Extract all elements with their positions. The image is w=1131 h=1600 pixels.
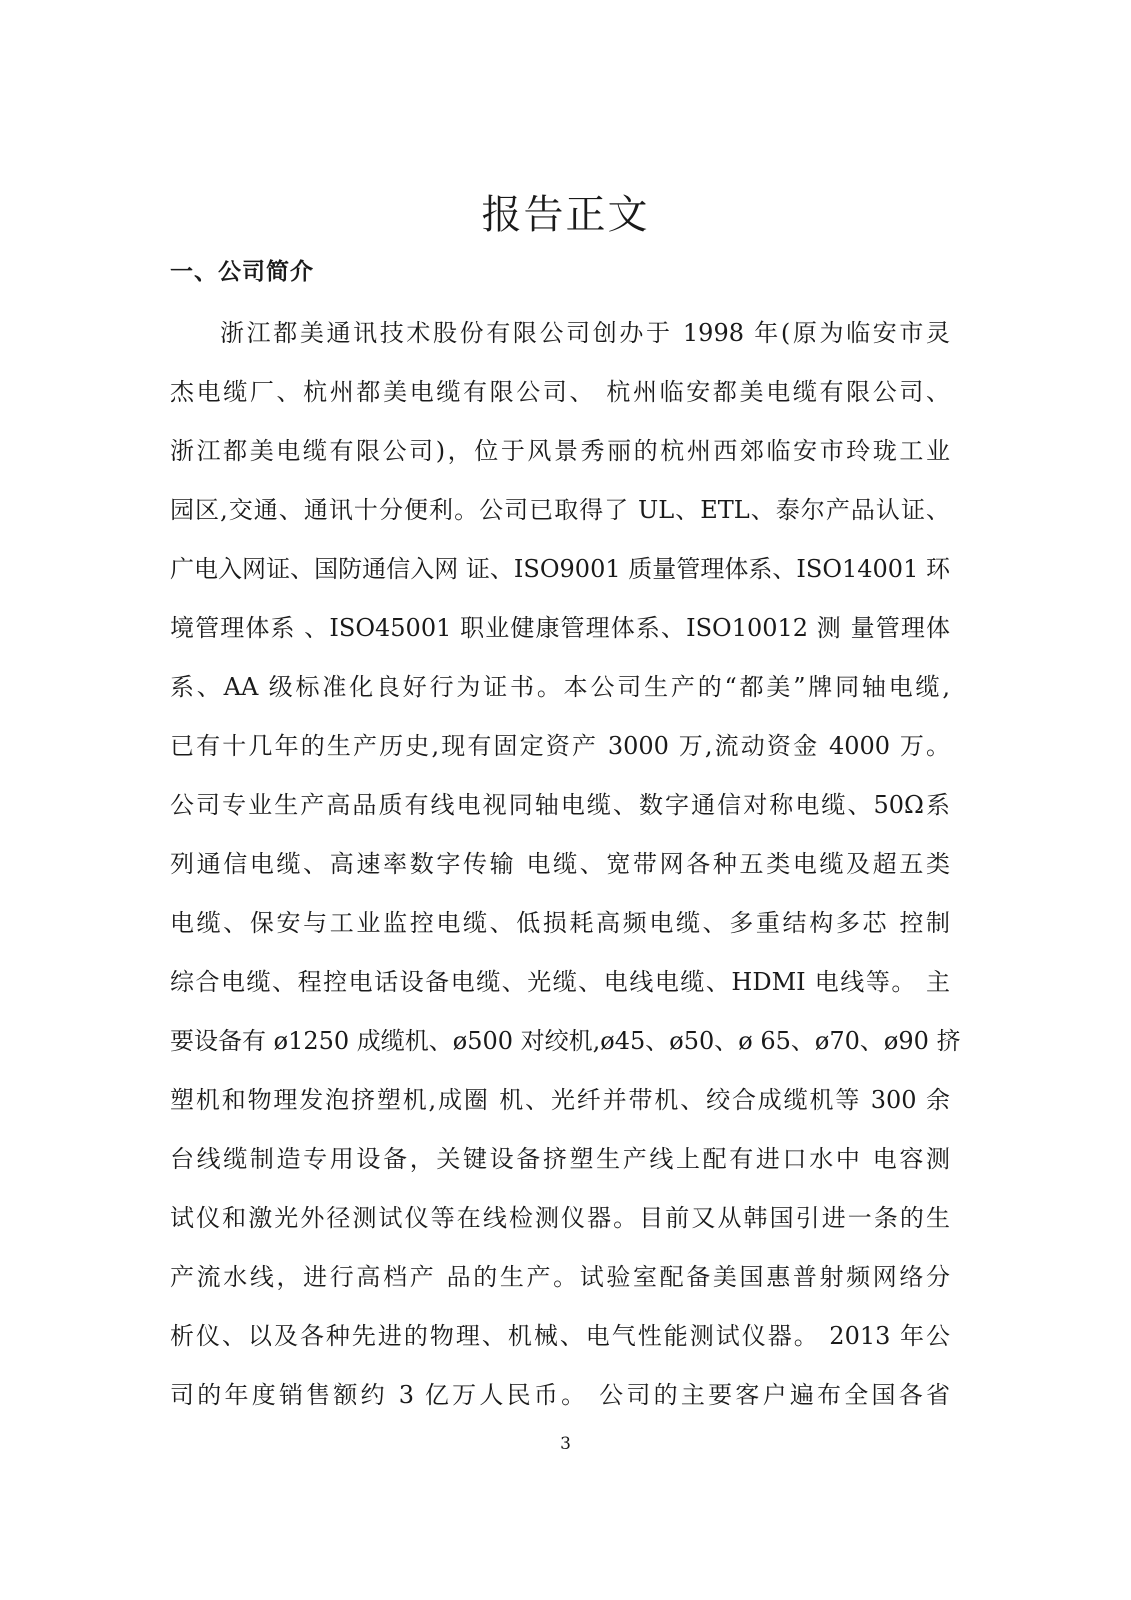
paragraph-line: 杰电缆厂、杭州都美电缆有限公司、 杭州临安都美电缆有限公司、 xyxy=(170,378,950,406)
paragraph-line: 电缆、保安与工业监控电缆、低损耗高频电缆、多重结构多芯 控制 xyxy=(170,909,950,937)
page-number: 3 xyxy=(560,1434,571,1454)
company-intro-paragraph xyxy=(170,311,961,1432)
paragraph-line: 浙江都美通讯技术股份有限公司创办于 1998 年(原为临安市灵 xyxy=(220,319,950,347)
paragraph-line: 广电入网证、国防通信入网 证、ISO9001 质量管理体系、ISO14001 环 xyxy=(170,555,950,583)
paragraph-line: 产流水线，进行高档产 品的生产。试验室配备美国惠普射频网络分 xyxy=(170,1263,950,1291)
paragraph-line: 试仪和激光外径测试仪等在线检测仪器。目前又从韩国引进一条的生 xyxy=(170,1204,950,1232)
paragraph-line: 析仪、以及各种先进的物理、机械、电气性能测试仪器。 2013 年公 xyxy=(170,1322,950,1350)
paragraph-line: 境管理体系 、ISO45001 职业健康管理体系、ISO10012 测 量管理体 xyxy=(170,614,950,642)
section-heading: 一、公司简介 xyxy=(170,259,314,285)
paragraph-line: 系、AA 级标准化良好行为证书。本公司生产的“都美”牌同轴电缆, xyxy=(170,673,950,701)
paragraph-line: 浙江都美电缆有限公司)，位于风景秀丽的杭州西郊临安市玲珑工业 xyxy=(170,437,950,465)
paragraph-line: 已有十几年的生产历史,现有固定资产 3000 万,流动资金 4000 万。 xyxy=(170,732,950,760)
paragraph-line: 综合电缆、程控电话设备电缆、光缆、电线电缆、HDMI 电线等。 主 xyxy=(170,968,950,996)
paragraph-line: 公司专业生产高品质有线电视同轴电缆、数字通信对称电缆、50Ω系 xyxy=(170,791,950,819)
paragraph-line: 园区,交通、通讯十分便利。公司已取得了 UL、ETL、泰尔产品认证、 xyxy=(170,496,950,524)
paragraph-line: 要设备有 ø1250 成缆机、ø500 对绞机,ø45、ø50、ø 65、ø70、ø90 挤 xyxy=(170,1027,961,1055)
report-title: 报告正文 xyxy=(481,192,650,238)
paragraph-line: 台线缆制造专用设备，关键设备挤塑生产线上配有进口水中 电容测 xyxy=(170,1145,950,1173)
paragraph-line: 司的年度销售额约 3 亿万人民币。 公司的主要客户遍布全国各省 xyxy=(170,1381,950,1409)
paragraph-line: 列通信电缆、高速率数字传输 电缆、宽带网各种五类电缆及超五类 xyxy=(170,850,950,878)
paragraph-line: 塑机和物理发泡挤塑机,成圈 机、光纤并带机、绞合成缆机等 300 余 xyxy=(170,1086,950,1114)
